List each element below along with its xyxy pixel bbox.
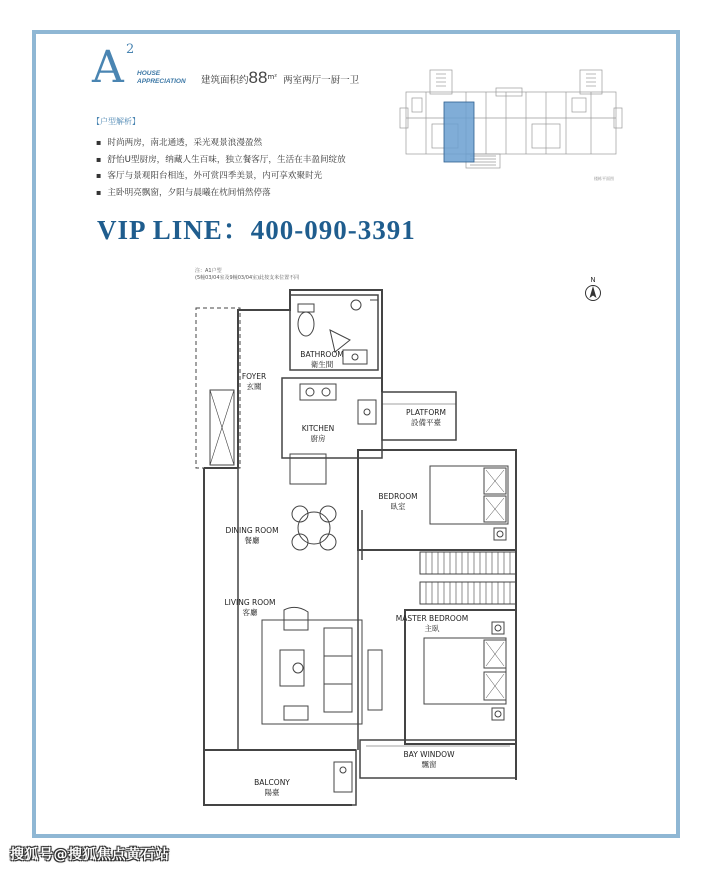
north-label: N [590, 276, 596, 284]
north-arrow-icon [584, 284, 602, 302]
area-value: 88 [248, 68, 268, 87]
feature-item: ▪ 时尚两房，南北通透，采光观景浪漫盈然 [96, 135, 346, 152]
highlighted-unit [444, 102, 474, 162]
room-label-balcony: BALCONY 陽臺 [254, 778, 290, 797]
feature-item: ▪ 舒怡U型厨房，纳藏人生百味，独立餐客厅，生活在丰盈间绽放 [96, 152, 346, 169]
house-appreciation-label [137, 70, 186, 85]
analysis-heading: 【户型解析】 [92, 117, 140, 126]
unit-type-superscript: 2 [126, 42, 135, 57]
subtitle-line-1: HOUSE [137, 70, 161, 77]
layout-description: 两室两厅一厨一卫 [283, 75, 360, 86]
unit-type-letter: A [92, 42, 124, 93]
vip-hotline: VIP LINE：400-090-3391 [97, 215, 416, 245]
source-watermark: 搜狐号@搜狐焦点黄石站 [10, 847, 170, 863]
feature-list [96, 135, 346, 201]
note-line-2: (5幢03/04室及9幢03/04室)此按支米位置不同 [195, 274, 300, 281]
key-plan-caption: 楼栋平面图 [594, 176, 614, 181]
room-label-bay-window: BAY WINDOW 飄窗 [403, 750, 455, 769]
area-spec [201, 68, 359, 88]
room-label-foyer: FOYER 玄關 [241, 372, 267, 391]
north-compass [584, 276, 602, 306]
room-label-dining: DINING ROOM 餐廳 [225, 526, 279, 545]
room-label-kitchen: KITCHEN 廚房 [301, 424, 335, 443]
note-line-1: 注：A1户型 [195, 268, 222, 274]
building-key-plan [396, 62, 632, 172]
room-label-master-bedroom: MASTER BEDROOM 主臥 [395, 614, 469, 633]
room-label-platform: PLATFORM 設備平臺 [406, 408, 446, 427]
room-label-bathroom: BATHROOM 衛生間 [300, 350, 344, 369]
subtitle-line-2: APPRECIATION [137, 77, 186, 85]
floor-plan [180, 280, 550, 825]
room-label-living: LIVING ROOM 客廳 [224, 598, 276, 617]
room-label-bedroom: BEDROOM 臥室 [378, 492, 418, 511]
feature-item: ▪ 主卧明亮飘窗，夕阳与晨曦在枕间悄然停落 [96, 185, 346, 202]
feature-item: ▪ 客厅与景观阳台相连，外可赏四季美景，内可享欢聚时光 [96, 168, 346, 185]
area-prefix: 建筑面积约 [201, 75, 249, 86]
area-unit: m² [267, 72, 278, 81]
